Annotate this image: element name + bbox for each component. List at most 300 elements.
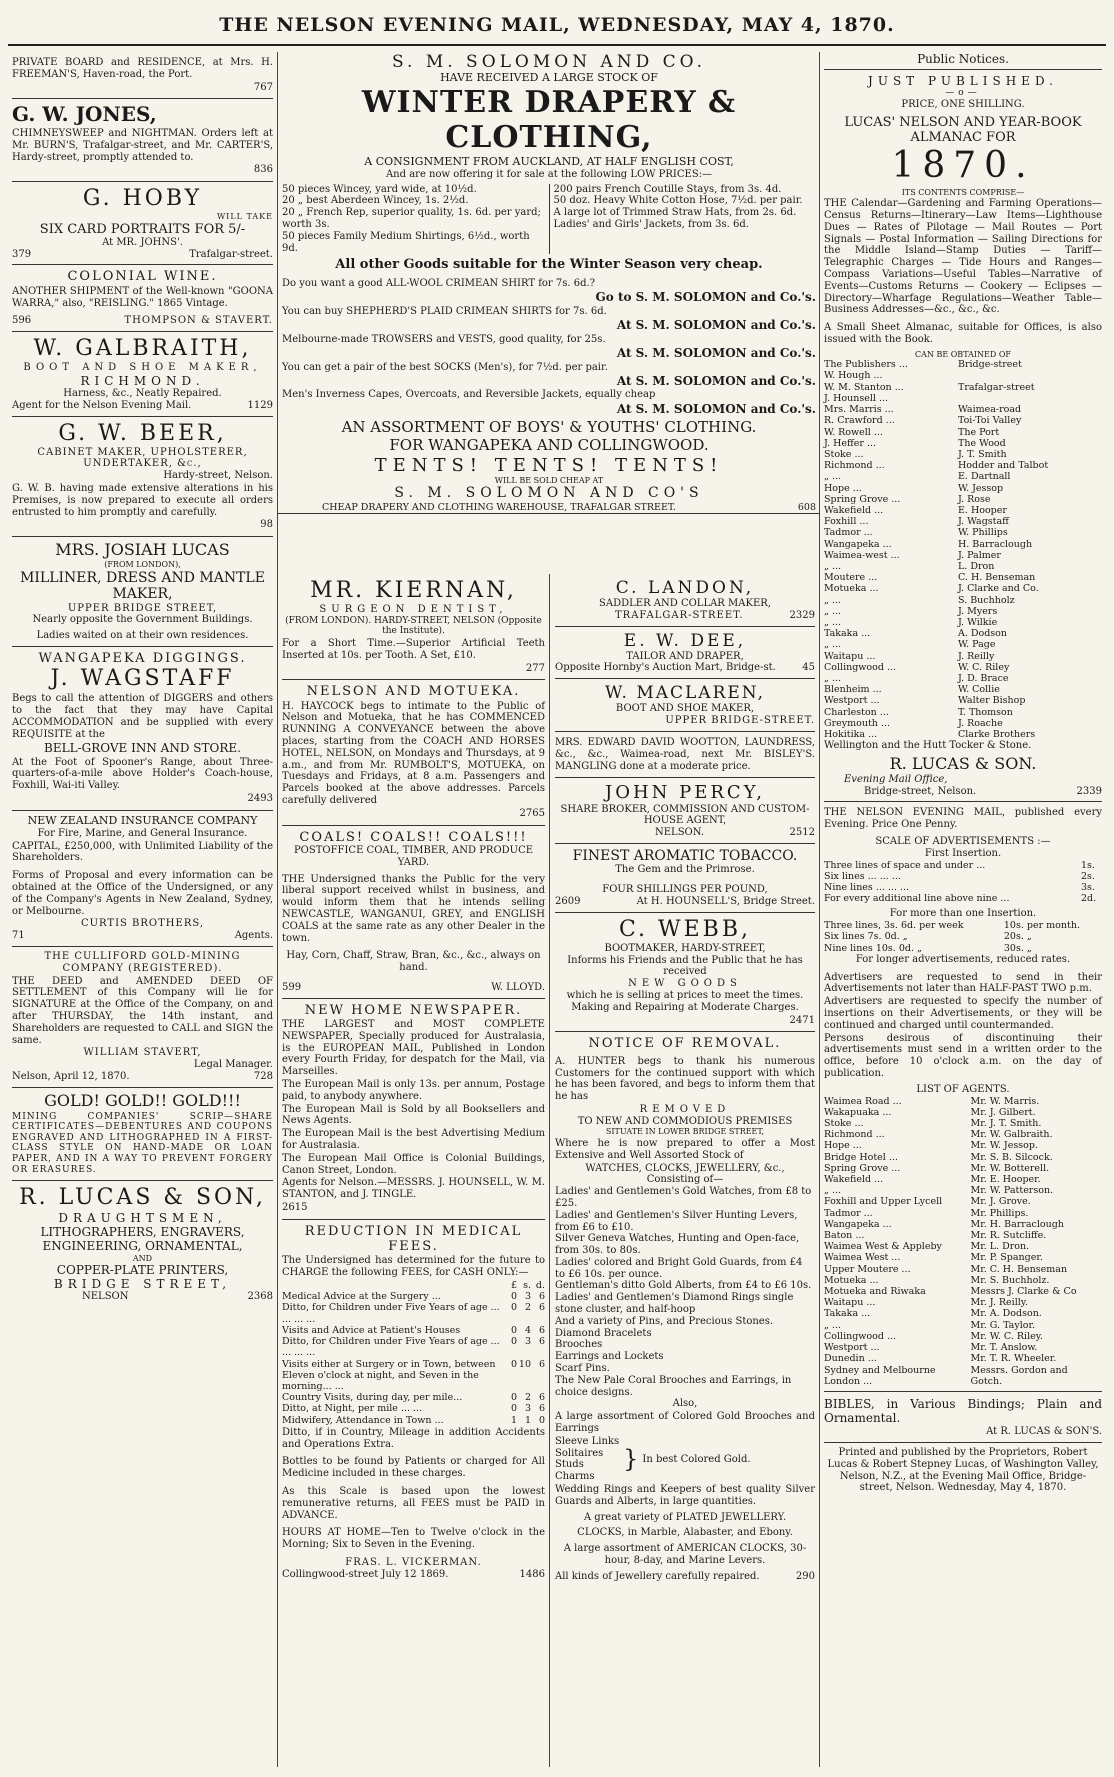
ad-line: NEW GOODS xyxy=(628,978,742,990)
ad-beer xyxy=(12,417,273,538)
ad-heading: S. M. SOLOMON AND CO. xyxy=(391,52,707,72)
table-cell: Wakapuaka ... xyxy=(824,1106,892,1118)
column-2 xyxy=(278,52,820,1767)
table-cell: 2 xyxy=(524,1302,531,1314)
ad-heading: LIST OF AGENTS. xyxy=(916,1083,1010,1095)
ad-number: 2329 xyxy=(789,609,815,621)
ad-line: At S. M. SOLOMON and Co.'s. xyxy=(616,346,816,361)
table-cell: Wakefield ... xyxy=(824,1174,884,1186)
table-cell: Greymouth ... xyxy=(824,717,890,729)
table-cell: „ ... xyxy=(824,471,842,483)
ad-text: At the Foot of Spooner's Range, about Three-quarters-of-a-mile above Holder's Coach-house, Foxhill, Wai-iti Valley. xyxy=(12,756,273,792)
table-cell: 0 xyxy=(510,1302,517,1314)
ad-heading: NOTICE OF REMOVAL. xyxy=(588,1036,782,1052)
ad-signature: R. LUCAS & SON. xyxy=(889,753,1037,773)
table-cell: Waimea West ... xyxy=(824,1252,901,1264)
table-row xyxy=(824,871,1102,882)
table-row xyxy=(824,1118,1102,1129)
ad-text: A. HUNTER begs to thank his numerous Customers for the continued support with which he has been favored, and begs to inform them that he has xyxy=(555,1055,815,1103)
ad-line: SADDLER AND COLLAR MAKER, xyxy=(599,598,771,610)
ad-text: BIBLES, in Various Bindings; Plain and Ornamental. xyxy=(824,1396,1102,1426)
ad-text: Forms of Proposal and every information can be obtained at the Office of the Undersigned, or any of the Company's Agents in New Zealand, Sydney, or Melbourne. xyxy=(12,870,273,917)
ad-heading: MRS. JOSIAH LUCAS xyxy=(55,540,230,560)
table-row xyxy=(824,893,1102,904)
table-row xyxy=(824,1241,1102,1252)
table-cell: J. Myers xyxy=(957,605,998,617)
table-cell: Spring Grove ... xyxy=(824,493,901,505)
ad-culliford xyxy=(12,947,273,1088)
ad-tobacco xyxy=(555,844,815,913)
table-cell: Mr. W. Botterell. xyxy=(970,1162,1050,1174)
price-item: 50 doz. Heavy White Cotton Hose, 7½d. per pair. xyxy=(553,195,803,207)
table-cell: Richmond ... xyxy=(824,1129,885,1141)
table-cell: Richmond ... xyxy=(824,460,885,472)
ad-kiernan xyxy=(282,574,545,680)
table-cell: Dunedin ... xyxy=(824,1353,877,1365)
rates-table xyxy=(824,920,1102,954)
table-cell: Ditto, for Children under Five Years of age ... ... ... ... xyxy=(282,1302,500,1325)
ad-number: 596 xyxy=(12,315,32,327)
ad-line: Men's Inverness Capes, Overcoats, and Reversible Jackets, equally cheap xyxy=(282,389,656,401)
table-cell: 4 xyxy=(524,1324,531,1336)
table-row xyxy=(824,718,1102,729)
table-cell: Mr. C. H. Benseman xyxy=(970,1263,1068,1275)
ad-line: At S. M. SOLOMON and Co.'s. xyxy=(616,374,816,389)
table-cell: Wangapeka ... xyxy=(824,1218,892,1230)
table-cell: Three lines, 3s. 6d. per week xyxy=(824,920,964,932)
table-row xyxy=(824,707,1102,718)
table-row xyxy=(824,639,1102,650)
ad-number: 45 xyxy=(802,662,815,674)
table-cell: Three lines of space and under ... xyxy=(824,859,986,871)
ad-text: HOURS AT HOME—Ten to Twelve o'clock in the Morning; Six to Seven in the Evening. xyxy=(282,1527,545,1551)
ad-heading: MR. KIERNAN, xyxy=(310,578,517,603)
ad-line: First Insertion. xyxy=(924,847,1002,859)
ad-line: UPPER BRIDGE STREET, xyxy=(67,602,218,614)
ad-text: Advertisers are requested to send in their Advertisements not later than HALF-PAST TWO p.m. xyxy=(824,971,1102,995)
table-cell: Country Visits, during day, per mile... xyxy=(282,1392,463,1404)
ad-name: J. WAGSTAFF xyxy=(50,666,235,692)
table-cell: Mr. L. Dron. xyxy=(970,1241,1030,1253)
price-list-left xyxy=(282,184,550,255)
table-cell: Mr. W. Marris. xyxy=(970,1095,1040,1107)
ad-heading: COLONIAL WINE. xyxy=(67,269,218,285)
ad-line: PRICE, ONE SHILLING. xyxy=(901,98,1025,110)
ad-line: The Gem and the Primrose. xyxy=(615,864,755,876)
ad-heading: E. W. DEE, xyxy=(623,630,747,651)
table-row xyxy=(824,695,1102,706)
table-row xyxy=(824,550,1102,561)
table-row xyxy=(824,920,1102,931)
ad-wagstaff xyxy=(12,647,273,811)
table-cell xyxy=(958,393,1102,404)
ad-line: Evening Mail Office, xyxy=(844,773,948,785)
ad-text: MRS. EDWARD DAVID WOOTTON, LAUNDRESS, &c., &c., Waimea-road, next Mr. BISLEY'S. MANGLING done at a moderate price. xyxy=(555,736,815,772)
table-row xyxy=(824,1174,1102,1185)
ad-text: ANOTHER SHIPMENT of the Well-known "GOONA WARRA," also, "REISLING." 1865 Vintage. xyxy=(12,285,273,309)
ad-text: THE NELSON EVENING MAIL, published every Evening. Price One Penny. xyxy=(824,807,1102,831)
table-cell: Ditto, for Children under Five Years of age ... ... ... ... xyxy=(282,1336,500,1359)
table-cell: Mrs. Marris ... xyxy=(824,404,894,416)
ad-text: Begs to call the attention of DIGGERS and others to the fact that they may have Capital ACCOMMODATION and be supplied with every REQUISITE at the xyxy=(12,693,273,740)
table-cell: Waitapu ... xyxy=(824,650,876,662)
table-cell: Wakefield ... xyxy=(824,504,884,516)
imprint: Printed and published by the Proprietors, Robert Lucas & Robert Stepney Lucas, of Washington Valley, Nelson, N.Z., at the Evening Mail Office, Bridge-street, Nelson. Wednesday, May 4, 1870. xyxy=(827,1447,1099,1494)
list-item: The New Pale Coral Brooches and Earrings, in choice designs. xyxy=(555,1374,792,1398)
ad-number: 2368 xyxy=(247,1291,273,1303)
ad-number: 767 xyxy=(253,81,273,93)
ad-signature: FRAS. L. VICKERMAN. xyxy=(345,1556,482,1568)
table-cell: Hope ... xyxy=(824,482,862,494)
table-cell: Stoke ... xyxy=(824,1118,864,1130)
table-cell: J. Wilkie xyxy=(957,616,998,628)
table-cell: Mr. E. Hooper. xyxy=(970,1174,1041,1186)
price-item: 50 pieces Wincey, yard wide, at 10½d. xyxy=(282,183,477,195)
table-row xyxy=(824,471,1102,482)
ad-line: TO NEW AND COMMODIOUS PREMISES xyxy=(577,1115,793,1127)
table-cell: Mr. W. Galbraith. xyxy=(970,1129,1053,1141)
ad-text: The Undersigned has determined for the future to CHARGE the following FEES, for CASH ONLY:— xyxy=(282,1255,545,1279)
jewellery-list xyxy=(555,1186,815,1398)
table-row xyxy=(282,1325,545,1336)
table-cell: E. Hooper xyxy=(957,504,1007,516)
table-row xyxy=(824,684,1102,695)
table-row xyxy=(824,662,1102,673)
ad-heading: JOHN PERCY, xyxy=(604,782,765,804)
table-cell: Mr. S. B. Silcock. xyxy=(970,1151,1053,1163)
table-cell: 6 xyxy=(538,1336,545,1348)
ad-line: At R. LUCAS & SON'S. xyxy=(986,1426,1102,1438)
ad-wootton xyxy=(555,732,815,778)
ad-freeman xyxy=(12,52,273,99)
table-cell: Waimea West & Appleby xyxy=(824,1241,942,1253)
table-cell: Waimea-road xyxy=(957,404,1022,416)
table-row xyxy=(824,595,1102,606)
ad-line: A CONSIGNMENT FROM AUCKLAND, AT HALF ENGLISH COST, xyxy=(364,154,734,168)
table-row xyxy=(824,1331,1102,1342)
table-cell: Baton ... xyxy=(824,1230,865,1242)
ad-line: Nearly opposite the Government Buildings. xyxy=(32,614,253,626)
list-item: Silver Geneva Watches, Hunting and Open-face, from 30s. to 80s. xyxy=(555,1233,800,1257)
ad-coals xyxy=(282,826,545,999)
table-cell: Bridge Hotel ... xyxy=(824,1151,898,1163)
table-cell: Mr. W. C. Riley. xyxy=(970,1330,1043,1342)
ad-number: 2512 xyxy=(789,827,815,839)
ad-line: Legal Manager. xyxy=(193,1059,273,1071)
table-cell: A. Dodson xyxy=(957,628,1008,640)
table-cell: 10s. per month. xyxy=(1003,920,1080,932)
ad-evening-mail xyxy=(824,802,1102,1391)
ad-number: 1129 xyxy=(247,399,273,411)
table-cell: Motueka and Riwaka xyxy=(824,1286,926,1298)
table-row xyxy=(824,617,1102,628)
table-cell xyxy=(282,1280,503,1291)
sellers-table xyxy=(824,359,1102,740)
table-row xyxy=(824,583,1102,594)
ad-line: (FROM LONDON), xyxy=(104,560,181,570)
list-item: Charms xyxy=(555,1471,595,1483)
list-item: Sleeve Links xyxy=(555,1435,620,1447)
table-cell: Messrs. Gordon and xyxy=(970,1364,1068,1376)
table-cell: J. Palmer xyxy=(957,549,1001,561)
table-cell: Tadmor ... xyxy=(824,527,873,539)
table-cell: J. T. Smith xyxy=(957,448,1007,460)
table-row xyxy=(824,449,1102,460)
ad-signature: W. LLOYD. xyxy=(491,981,545,993)
table-cell: J. Hounsell ... xyxy=(824,392,889,404)
table-cell: 0 xyxy=(510,1403,517,1415)
table-cell: Charleston ... xyxy=(824,706,889,718)
table-cell: Waitapu ... xyxy=(824,1297,876,1309)
ad-heading: FINEST AROMATIC TOBACCO. xyxy=(572,847,798,864)
ad-text: Persons desirous of discontinuing their advertisements must send in a written order to the office, before 10 o'clock a.m. on the day of publication. xyxy=(824,1032,1102,1080)
table-cell: 2 xyxy=(524,1392,531,1404)
table-row xyxy=(824,1208,1102,1219)
ad-line: CAN BE OBTAINED OF xyxy=(915,349,1011,359)
table-cell: Upper Moutere ... xyxy=(824,1263,911,1275)
table-cell: Spring Grove ... xyxy=(824,1162,901,1174)
table-cell: H. Barraclough xyxy=(957,538,1033,550)
ad-line: All other Goods suitable for the Winter Season very cheap. xyxy=(335,257,763,273)
fees-table xyxy=(282,1280,545,1426)
table-cell: The Port xyxy=(957,426,1000,438)
table-cell: J. Clarke and Co. xyxy=(957,583,1039,595)
ad-heading: JUST PUBLISHED. xyxy=(868,74,1058,89)
table-cell: 2d. xyxy=(1080,893,1097,905)
table-row xyxy=(282,1403,545,1414)
list-item: Ladies' and Gentlemen's Gold Watches, from £8 to £25. xyxy=(555,1186,812,1209)
ad-subheading: HAVE RECEIVED A LARGE STOCK OF xyxy=(440,71,658,85)
ad-heading: GOLD! GOLD!! GOLD!!! xyxy=(44,1090,241,1110)
table-cell: 6 xyxy=(538,1403,545,1415)
ad-line: Making and Repairing at Moderate Charges. xyxy=(571,1001,799,1013)
ad-heading: NEW ZEALAND INSURANCE COMPANY xyxy=(27,813,258,827)
ad-motueka xyxy=(282,680,545,825)
ad-text: MINING COMPANIES' SCRIP—SHARE CERTIFICATES—DEBENTURES AND COUPONS ENGRAVED AND LITHOGRAPHED IN A FIRST-CLASS STYLE ON HAND-MADE OR LOAN PAPER, AND IN A WAY TO PREVENT FORGERY OR ERASURES. xyxy=(12,1111,273,1175)
ad-line: S. M. SOLOMON AND CO'S xyxy=(394,485,704,502)
list-item: And a variety of Pins, and Precious Stones. xyxy=(555,1315,774,1327)
ad-title: WINTER DRAPERY & CLOTHING, xyxy=(361,85,737,156)
table-cell: J. Reilly xyxy=(957,650,995,662)
ad-signature: WILLIAM STAVERT, xyxy=(83,1047,202,1059)
table-cell: Takaka ... xyxy=(824,628,871,640)
table-cell: Stoke ... xyxy=(824,448,864,460)
ad-line: SITUATE IN LOWER BRIDGE STREET, xyxy=(605,1127,765,1137)
table-cell: Nine lines 10s. 0d. „ xyxy=(824,942,922,954)
list-item: Brooches xyxy=(555,1339,603,1351)
ad-text: A Small Sheet Almanac, suitable for Offices, is also issued with the Book. xyxy=(824,322,1102,346)
ad-street: Trafalgar-street. xyxy=(189,248,273,260)
ad-line: Do you want a good ALL-WOOL CRIMEAN SHIRT for 7s. 6d.? xyxy=(282,277,596,289)
table-cell: 0 xyxy=(538,1414,545,1426)
table-cell: Visits either at Surgery or in Town, between Eleven o'clock at night, and Seven in the morning... ... xyxy=(282,1358,496,1392)
ad-webb xyxy=(555,913,815,1033)
table-cell: Hodder and Talbot xyxy=(957,460,1049,472)
ad-line: For Fire, Marine, and General Insurance. xyxy=(37,827,248,839)
table-row xyxy=(824,1230,1102,1241)
table-row xyxy=(824,931,1102,942)
ad-line: Melbourne-made TROWSERS and VESTS, good quality, for 25s. xyxy=(282,333,606,345)
ad-text: THE Undersigned thanks the Public for the very liberal support received whilst in business, and would inform them that he intends selling NEWCASTLE, WANGANUI, GREY, and ENGLISH COALS at the same rate as any other Dealer in the town. xyxy=(282,873,545,944)
ad-line: SHARE BROKER, COMMISSION AND CUSTOM-HOUSE AGENT, xyxy=(560,803,810,827)
ad-number: 71 xyxy=(12,930,25,942)
ad-number: 2339 xyxy=(1076,785,1102,797)
table-cell: London ... xyxy=(824,1375,873,1387)
ad-line: Informs his Friends and the Public that he has received xyxy=(567,954,803,978)
ad-line: Hay, Corn, Chaff, Straw, Bran, &c., &c., always on hand. xyxy=(286,950,541,974)
ad-text: H. HAYCOCK begs to intimate to the Public of Nelson and Motueka, that he has COMMENCED RUNNING A CONVEYANCE between the above places, starting from the COACH AND HORSES HOTEL, NELSON, on Mondays and Thursdays, at 9 a.m., and from Mr. RUMBOLT'S, MOTUEKA, on Tuesdays and Fridays, at 8 a.m. Passengers and Parcels booked at the above addresses. Parcels carefully delivered xyxy=(282,700,545,807)
table-cell: Mr. H. Barraclough xyxy=(970,1218,1064,1230)
table-row xyxy=(282,1302,545,1324)
ad-line: TRAFALGAR-STREET. xyxy=(615,609,744,621)
ad-line: Harness, &c., Neatly Repaired. xyxy=(63,388,222,400)
ad-text: The European Mail is only 13s. per annum, Postage paid, to anybody anywhere. xyxy=(282,1079,545,1102)
price-item: 20 „ French Rep, superior quality, 1s. 6d. per yard; worth 3s. xyxy=(282,207,541,230)
table-cell: Mr. W. Patterson. xyxy=(970,1185,1054,1197)
ad-number: 379 xyxy=(12,248,32,260)
table-cell: Waimea-west ... xyxy=(824,549,900,561)
ad-hoby xyxy=(12,182,273,265)
ad-text: The European Mail Office is Colonial Buildings, Canon Street, London. xyxy=(282,1152,545,1176)
price-item: A large lot of Trimmed Straw Hats, from 2s. 6d. xyxy=(553,207,797,219)
table-cell: W. Phillips xyxy=(957,527,1008,539)
table-cell: J. D. Brace xyxy=(957,672,1009,684)
table-cell: 3 xyxy=(524,1336,531,1348)
ad-line: At MR. JOHNS'. xyxy=(102,236,183,248)
table-cell: Mr. G. Taylor. xyxy=(970,1319,1035,1331)
ad-line: Ladies waited on at their own residences. xyxy=(36,630,249,642)
ad-signature: THOMPSON & STAVERT. xyxy=(124,315,273,327)
table-header: s. xyxy=(523,1280,531,1292)
table-row xyxy=(824,1252,1102,1263)
ad-line: CABINET MAKER, UPHOLSTERER, UNDERTAKER, &c., xyxy=(37,446,248,470)
table-cell: Mr. P. Spanger. xyxy=(970,1252,1043,1264)
table-cell: J. Wagstaff xyxy=(957,516,1009,528)
ad-line: A great variety of PLATED JEWELLERY. xyxy=(583,1511,787,1523)
table-cell: „ ... xyxy=(824,616,842,628)
ad-year: 1870. xyxy=(891,145,1035,187)
ad-maclaren xyxy=(555,679,815,732)
ad-line: For longer advertisements, reduced rates. xyxy=(855,953,1071,965)
ad-text: CAPITAL, £250,000, with Unlimited Liability of the Shareholders. xyxy=(12,840,273,864)
table-row xyxy=(824,729,1102,740)
table-cell: Trafalgar-street xyxy=(957,381,1035,393)
table-cell: 0 xyxy=(510,1336,517,1348)
table-cell: W. Jessop xyxy=(957,482,1004,494)
ad-line: Wellington and the Hutt Tocker & Stone. xyxy=(824,740,1032,752)
brace-icon: } xyxy=(623,1445,639,1474)
table-cell: S. Buchholz xyxy=(957,594,1015,606)
table-cell: Mr. R. Sutcliffe. xyxy=(970,1230,1047,1242)
table-cell: Foxhill and Upper Lycell xyxy=(824,1196,943,1208)
table-cell: 6 xyxy=(538,1291,545,1303)
ad-medical-fees xyxy=(282,1220,545,1581)
ad-text: THE Calendar—Gardening and Farming Operations—Census Returns—Itinerary—Law Items—Lighthouse Dues — Rates of Pilotage — Mail Routes — Port Signals — Postal Information — Sailing Directions for the Middle Island—Stamp Duties — Tariff—Telegraphic Charges — Tide Hours and Ranges—Compass Variations—Useful Tables—Narrative of Events—Customs Returns — Cookery — Eclipses — Directory—Wharfage Regulations—Weather Table—Business Addresses—&c., &c., &c. xyxy=(824,198,1102,316)
ad-text: The European Mail is Sold by all Booksellers and News Agents. xyxy=(282,1103,545,1127)
table-cell: „ ... xyxy=(824,605,842,617)
table-row xyxy=(824,1308,1102,1319)
table-cell: Bridge-street xyxy=(957,359,1022,371)
ad-line: MILLINER, DRESS AND MANTLE MAKER, xyxy=(20,569,265,603)
ad-text: PRIVATE BOARD and RESIDENCE, at Mrs. H. FREEMAN'S, Haven-road, the Port. xyxy=(12,57,273,80)
list-item: Earrings and Lockets xyxy=(555,1351,664,1363)
table-cell: For every additional line above nine ... xyxy=(824,893,1010,905)
table-cell: Six lines ... ... ... xyxy=(824,870,901,882)
table-row xyxy=(824,1353,1102,1364)
table-cell: Walter Bishop xyxy=(957,695,1026,707)
list-item: Scarf Pins. xyxy=(555,1363,610,1375)
ad-heading: NELSON AND MOTUEKA. xyxy=(306,684,521,700)
table-cell: Midwifery, Attendance in Town ... xyxy=(282,1414,444,1426)
table-row xyxy=(824,1096,1102,1107)
table-header: d. xyxy=(535,1280,545,1292)
ad-number: 2471 xyxy=(789,1014,815,1026)
list-item: Diamond Bracelets xyxy=(555,1327,652,1339)
table-cell: „ ... xyxy=(824,594,842,606)
ad-line: Collingwood-street July 12 1869. xyxy=(282,1568,449,1580)
table-row xyxy=(824,572,1102,583)
table-cell: Collingwood ... xyxy=(824,1330,897,1342)
table-cell: Mr. J. Gilbert. xyxy=(970,1106,1036,1118)
ad-line: WATCHES, CLOCKS, JEWELLERY, &c., xyxy=(585,1162,785,1174)
table-row xyxy=(824,606,1102,617)
table-cell: Visits and Advice at Patient's Houses xyxy=(282,1324,461,1336)
ad-line: ENGINEERING, ORNAMENTAL, xyxy=(42,1239,243,1254)
table-row xyxy=(824,494,1102,505)
ad-text: Advertisers are requested to specify the number of insertions on their Advertisements, or they will be continued and charged until countermanded. xyxy=(824,996,1102,1031)
ad-line: For more than one Insertion. xyxy=(889,908,1037,920)
table-cell: Collingwood ... xyxy=(824,661,897,673)
table-row xyxy=(824,561,1102,572)
table-row xyxy=(824,527,1102,538)
ad-text: CHIMNEYSWEEP and NIGHTMAN. Orders left at Mr. BURN'S, Trafalgar-street, and Mr. CARTER'S, Hardy-street, promptly attended to. xyxy=(12,127,273,163)
ad-line: RICHMOND. xyxy=(80,373,205,388)
table-row xyxy=(824,1286,1102,1297)
ad-line: which he is selling at prices to meet the times. xyxy=(566,989,804,1001)
table-cell: 1 xyxy=(524,1414,531,1426)
table-cell: Mr. S. Buchholz. xyxy=(970,1274,1050,1286)
rates-table xyxy=(824,860,1102,905)
ad-insurance xyxy=(12,811,273,947)
table-cell: 2s. xyxy=(1080,870,1095,882)
table-cell: Six lines 7s. 0d. „ xyxy=(824,931,908,943)
table-row xyxy=(824,1264,1102,1275)
table-cell: R. Crawford ... xyxy=(824,415,895,427)
table-cell: 3 xyxy=(524,1403,531,1415)
ad-line: Hardy-street, Nelson. xyxy=(163,470,273,482)
table-cell: W. Hough ... xyxy=(824,370,883,382)
table-cell: 3s. xyxy=(1080,882,1095,894)
table-cell: 0 xyxy=(510,1324,517,1336)
table-row xyxy=(824,483,1102,494)
agents-table xyxy=(824,1096,1102,1387)
ad-text: THE LARGEST and MOST COMPLETE NEWSPAPER, Specially produced for Australasia, is the EUROPEAN MAIL, Published in London every Fourth Friday, for despatch for the Mail, via Marseilles. xyxy=(282,1019,545,1078)
ad-line: You can get a pair of the best SOCKS (Men's), for 7½d. per pair. xyxy=(282,361,608,373)
table-cell: „ ... xyxy=(824,560,842,572)
ad-number: 290 xyxy=(795,1570,815,1582)
table-cell: 6 xyxy=(538,1302,545,1314)
table-row xyxy=(824,1297,1102,1308)
table-row xyxy=(282,1280,545,1291)
table-row xyxy=(824,415,1102,426)
ad-line: NELSON xyxy=(82,1291,129,1303)
table-cell: T. Thomson xyxy=(957,706,1013,718)
table-row xyxy=(282,1392,545,1403)
table-cell: 10 xyxy=(518,1358,531,1370)
table-row xyxy=(824,404,1102,415)
ad-line: All kinds of Jewellery carefully repaired. xyxy=(555,1570,760,1582)
brace-list xyxy=(555,1436,619,1483)
